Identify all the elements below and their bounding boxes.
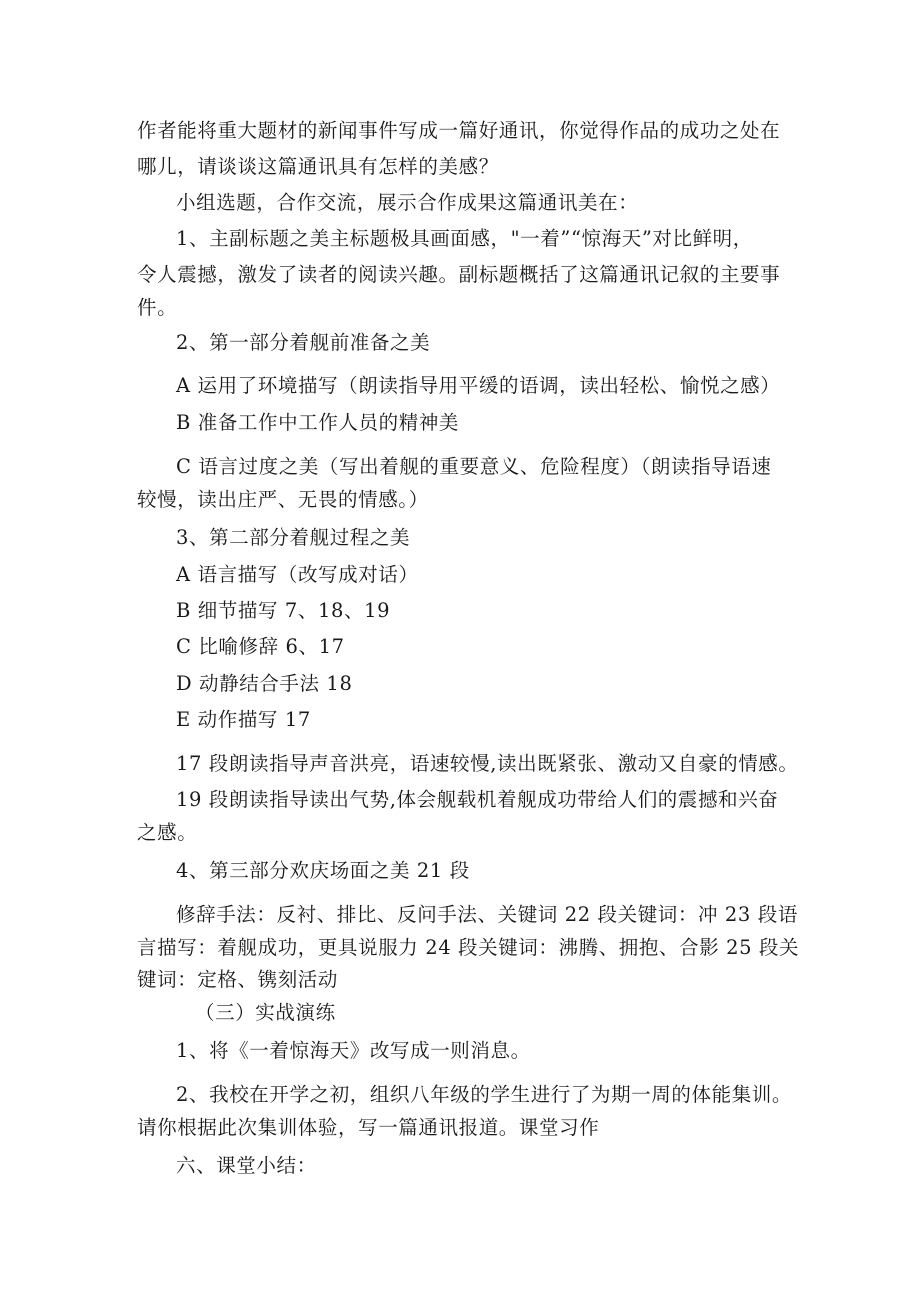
list-item: 2、我校在开学之初，组织八年级的学生进行了为期一周的体能集训。 bbox=[176, 1083, 793, 1106]
list-item: E 动作描写 17 bbox=[176, 708, 311, 731]
list-item: D 动静结合手法 18 bbox=[176, 672, 353, 695]
list-item: C 语言过度之美（写出着舰的重要意义、危险程度）（朗读指导语速 bbox=[176, 455, 772, 478]
paragraph-line: 19 段朗读指导读出气势,体会舰载机着舰成功带给人们的震撼和兴奋 bbox=[176, 788, 779, 811]
section-heading: （三）实战演练 bbox=[195, 1001, 336, 1024]
paragraph-line: 修辞手法：反衬、排比、反问手法、关键词 22 段关键词：冲 23 段语 bbox=[176, 903, 798, 926]
list-item: 1、将《一着惊海天》改写成一则消息。 bbox=[176, 1039, 531, 1062]
section-heading: 六、课堂小结： bbox=[176, 1154, 317, 1177]
list-item: C 比喻修辞 6、17 bbox=[176, 635, 345, 658]
list-item: B 准备工作中工作人员的精神美 bbox=[176, 411, 460, 434]
section-heading: 2、第一部分着舰前准备之美 bbox=[176, 331, 431, 354]
paragraph-line: 件。 bbox=[137, 296, 178, 319]
list-item: B 细节描写 7、18、19 bbox=[176, 599, 391, 622]
paragraph-line: 言描写：着舰成功，更具说服力 24 段关键词：沸腾、拥抱、合影 25 段关 bbox=[137, 936, 800, 959]
list-item: A 语言描写（改写成对话） bbox=[176, 563, 419, 586]
paragraph-line: 请你根据此次集训体验，写一篇通讯报道。课堂习作 bbox=[137, 1116, 600, 1139]
paragraph-line: 哪儿，请谈谈这篇通讯具有怎样的美感？ bbox=[137, 155, 499, 178]
paragraph-line: 小组选题，合作交流，展示合作成果这篇通讯美在： bbox=[176, 191, 639, 214]
paragraph-line: 令人震撼，激发了读者的阅读兴趣。副标题概括了这篇通讯记叙的主要事 bbox=[137, 263, 781, 286]
list-item: A 运用了环境描写（朗读指导用平缓的语调，读出轻松、愉悦之感） bbox=[176, 374, 781, 397]
paragraph-line: 作者能将重大题材的新闻事件写成一篇好通讯，你觉得作品的成功之处在 bbox=[137, 119, 781, 142]
paragraph-line: 之感。 bbox=[137, 821, 198, 844]
paragraph-line: 1、主副标题之美主标题极具画面感，"一着”“惊海天”对比鲜明， bbox=[176, 227, 753, 250]
paragraph-line: 17 段朗读指导声音洪亮，语速较慢,读出既紧张、激动又自豪的情感。 bbox=[176, 752, 799, 775]
section-heading: 4、第三部分欢庆场面之美 21 段 bbox=[176, 859, 470, 882]
paragraph-line: 较慢，读出庄严、无畏的情感。） bbox=[137, 488, 429, 511]
paragraph-line: 键词：定格、镌刻活动 bbox=[137, 968, 339, 991]
section-heading: 3、第二部分着舰过程之美 bbox=[176, 526, 411, 549]
